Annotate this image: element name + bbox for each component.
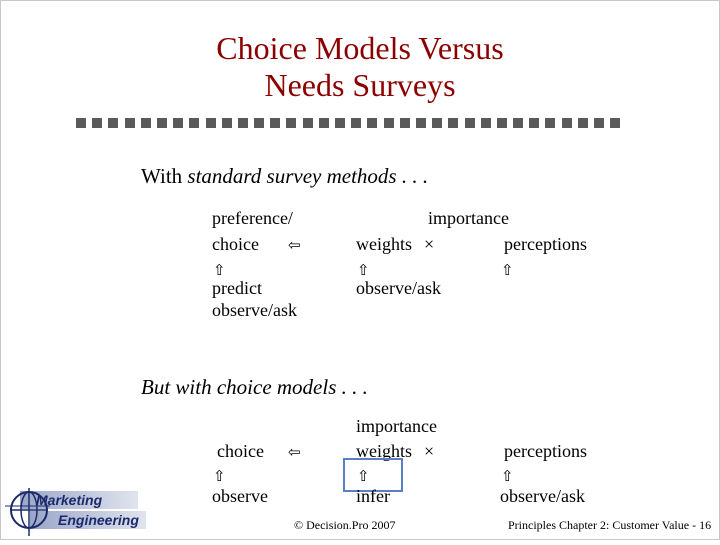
title-line-2: Needs Surveys: [264, 67, 456, 103]
s2-right-bottom: observe/ask: [500, 486, 585, 506]
s1-left-line3: predict: [212, 278, 262, 298]
s2-mid-line: weights: [356, 441, 412, 461]
s2-mid-top: importance: [356, 416, 437, 436]
section1-prefix: With: [141, 164, 188, 188]
s2-right-line: perceptions: [504, 441, 587, 461]
section1-heading: [141, 166, 428, 186]
s1-left-line1: preference/: [212, 208, 293, 228]
up-arrow-icon: ⇧: [357, 467, 370, 485]
section2-heading: [141, 377, 368, 397]
section1-italic: standard survey methods . . .: [187, 164, 429, 188]
s1-mid-top: importance: [428, 208, 509, 228]
slide-title: [0, 30, 720, 104]
logo-line-1: Marketing: [36, 492, 103, 508]
left-arrow-icon: ⇦: [288, 236, 301, 254]
s1-left-line4: observe/ask: [212, 300, 297, 320]
up-arrow-icon: ⇧: [213, 467, 226, 485]
up-arrow-icon: ⇧: [213, 261, 226, 279]
s1-mid-bottom: observe/ask: [356, 278, 441, 298]
left-arrow-icon: ⇦: [288, 443, 301, 461]
s1-times-icon: ×: [424, 234, 435, 254]
logo-graphic: [2, 482, 152, 540]
footer-copyright: © Decision.Pro 2007: [294, 518, 396, 532]
logo-line-2: Engineering: [58, 512, 139, 528]
footer-page: Principles Chapter 2: Customer Value - 16: [508, 518, 712, 532]
s2-times-icon: ×: [424, 441, 435, 461]
up-arrow-icon: ⇧: [501, 261, 514, 279]
s1-left-line2: choice: [212, 234, 259, 254]
section2-italic: But with choice models . . .: [141, 375, 368, 399]
s2-left-line2: observe: [212, 486, 268, 506]
s1-mid-line: weights: [356, 234, 412, 254]
title-divider-dots: [76, 118, 620, 128]
s2-left-line1: choice: [217, 441, 264, 461]
s1-right-line: perceptions: [504, 234, 587, 254]
title-line-1: Choice Models Versus: [216, 30, 504, 66]
marketing-engineering-logo: [2, 482, 152, 540]
s2-mid-bottom: infer: [356, 486, 390, 506]
up-arrow-icon: ⇧: [357, 261, 370, 279]
up-arrow-icon: ⇧: [501, 467, 514, 485]
